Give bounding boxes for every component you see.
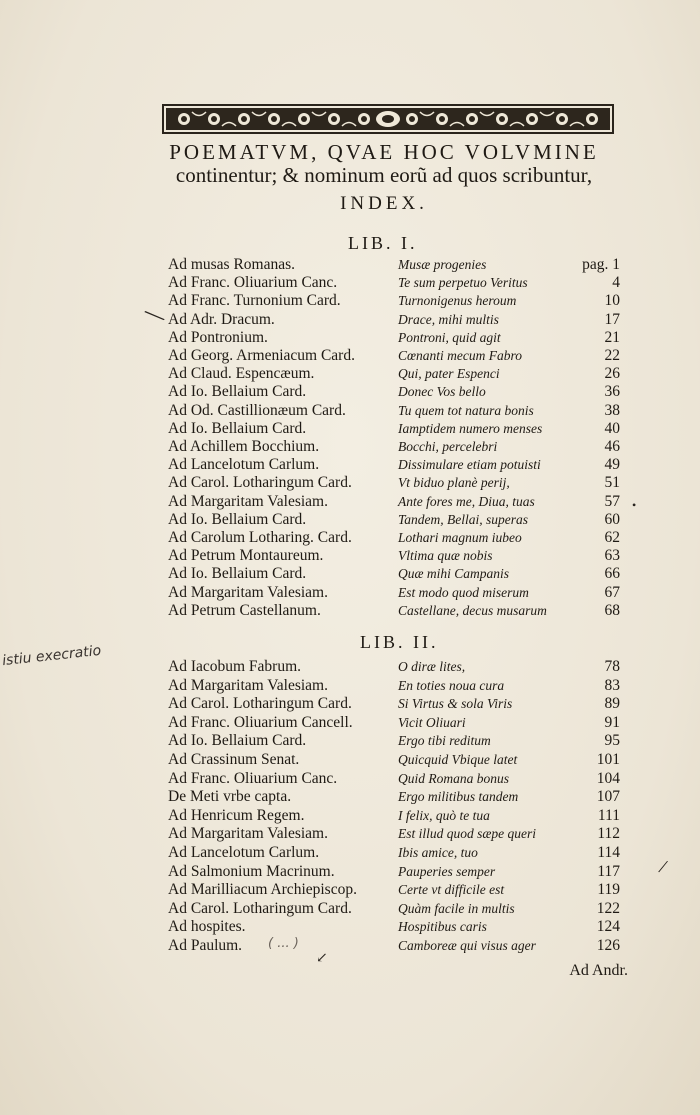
- addressee-name: Ad Margaritam Valesiam.: [168, 676, 328, 694]
- addressee-name: Ad Io. Bellaium Card.: [168, 510, 307, 528]
- index-entry: [0, 788, 700, 806]
- index-entry: [0, 383, 700, 401]
- poem-incipit: Lothari magnum iubeo: [398, 530, 522, 545]
- poem-incipit: Dissimulare etiam potuisti: [398, 457, 541, 473]
- ink-stroke: ↙: [316, 951, 328, 966]
- index-entry: [0, 565, 700, 583]
- poem-incipit: Ergo tibi reditum: [398, 733, 491, 749]
- index-entry: [0, 825, 700, 843]
- page-number: 60: [604, 510, 620, 528]
- index-entry: [0, 677, 700, 695]
- index-entry: [0, 732, 700, 750]
- page-number: 122: [596, 899, 620, 917]
- index-entry: [0, 274, 700, 292]
- poem-incipit: Drace, mihi multis: [398, 311, 499, 327]
- index-heading: INDEX.: [340, 193, 428, 214]
- poem-incipit: Pauperies semper: [398, 863, 496, 879]
- page-number: 26: [604, 365, 620, 383]
- addressee-name: Ad Franc. Oliuarium Cancell.: [168, 713, 353, 731]
- addressee-name: Ad Petrum Castellanum.: [168, 601, 321, 619]
- addressee-name: Ad Salmonium Macrinum.: [168, 862, 335, 880]
- book-2-heading: LIB. II.: [360, 632, 439, 652]
- index-entry: [0, 807, 700, 825]
- poem-incipit: Quid Romana bonus: [398, 770, 509, 786]
- poem-incipit: Ibis amice, tuo: [398, 845, 478, 860]
- poem-incipit: Est illud quod sæpe queri: [398, 826, 536, 842]
- page-number: 117: [597, 862, 620, 880]
- page-number: 124: [596, 918, 620, 936]
- poem-incipit: Castellane, decus musarum: [398, 602, 547, 618]
- poem-incipit: Est modo quod miserum: [398, 584, 529, 600]
- page-number: 40: [604, 419, 620, 437]
- poem-incipit: Quàm facile in multis: [398, 900, 515, 916]
- addressee-name: Ad Carol. Lotharingum Card.: [168, 474, 352, 492]
- page-number: 62: [604, 529, 620, 546]
- page-number: 114: [597, 844, 620, 861]
- addressee-name: Ad Paulum.: [168, 937, 243, 954]
- page-number: 104: [596, 769, 620, 787]
- poem-incipit: O diræ lites,: [398, 659, 466, 674]
- addressee-name: Ad Petrum Montaureum.: [168, 547, 324, 565]
- index-entry: [0, 900, 700, 918]
- page-number: 22: [604, 347, 620, 364]
- page-number: 91: [604, 713, 620, 731]
- index-entry: [0, 347, 700, 365]
- handwritten-margin-note: istiu execratio: [1, 642, 102, 670]
- page-number: 107: [596, 788, 620, 806]
- page-number: 38: [604, 401, 620, 419]
- index-entry: [0, 311, 700, 329]
- index-entry: [0, 770, 700, 788]
- page-number: 49: [604, 456, 620, 474]
- addressee-name: Ad Adr. Dracum.: [168, 310, 275, 328]
- index-entry: [0, 329, 700, 347]
- index-entry: [0, 584, 700, 602]
- poem-incipit: Musæ progenies: [398, 257, 487, 272]
- addressee-name: Ad Carol. Lotharingum Card.: [168, 695, 352, 713]
- addressee-name: Ad Io. Bellaium Card.: [168, 565, 307, 583]
- poem-incipit: Qui, pater Espenci: [398, 366, 500, 382]
- addressee-name: Ad Marilliacum Archiepiscop.: [168, 881, 357, 899]
- index-entry: [0, 658, 700, 676]
- addressee-name: Ad Franc. Turnonium Card.: [168, 292, 341, 310]
- poem-incipit: Vicit Oliuari: [398, 714, 466, 730]
- page-number: 83: [604, 676, 620, 694]
- poem-incipit: Bocchi, percelebri: [398, 439, 498, 454]
- index-entry: [0, 256, 700, 274]
- addressee-name: Ad musas Romanas.: [168, 256, 296, 273]
- poem-incipit: Vt biduo planè perij,: [398, 475, 510, 491]
- poem-incipit: Donec Vos bello: [398, 384, 486, 400]
- index-entry: [0, 511, 700, 529]
- addressee-name: Ad Lancelotum Carlum.: [168, 844, 320, 861]
- addressee-name: Ad Margaritam Valesiam.: [168, 583, 328, 601]
- addressee-name: Ad Lancelotum Carlum.: [168, 456, 320, 474]
- page-number: 89: [604, 695, 620, 713]
- index-entry: [0, 402, 700, 420]
- index-entry: [0, 695, 700, 713]
- poem-incipit: Ante fores me, Diua, tuas: [398, 493, 535, 509]
- index-entry: [0, 844, 700, 862]
- page-number: 67: [604, 583, 620, 601]
- page-number: 112: [597, 825, 620, 843]
- index-entry: [0, 438, 700, 456]
- poem-incipit: Ergo militibus tandem: [398, 789, 519, 805]
- addressee-name: Ad Iacobum Fabrum.: [168, 658, 302, 675]
- poem-incipit: Si Virtus & sola Viris: [398, 696, 513, 712]
- page-number: 95: [604, 732, 620, 750]
- index-entry: [0, 547, 700, 565]
- index-entry: [0, 493, 700, 511]
- poem-incipit: I felix, quò te tua: [398, 807, 490, 823]
- addressee-name: Ad Io. Bellaium Card.: [168, 732, 307, 750]
- addressee-name: Ad Carol. Lotharingum Card.: [168, 899, 352, 917]
- page-number: 126: [596, 937, 620, 954]
- poem-incipit: Iamptidem numero menses: [398, 420, 543, 436]
- index-entry: [0, 863, 700, 881]
- index-entry: [0, 714, 700, 732]
- index-entry: [0, 292, 700, 310]
- poem-incipit: En toties noua cura: [398, 677, 505, 693]
- addressee-name: Ad hospites.: [168, 918, 246, 936]
- poem-incipit: Pontroni, quid agit: [398, 329, 501, 345]
- poem-incipit: Te sum perpetuo Veritus: [398, 275, 528, 291]
- ink-dot: •: [632, 498, 637, 512]
- page-number: 66: [604, 565, 620, 583]
- addressee-name: Ad Henricum Regem.: [168, 806, 305, 824]
- page-number: 78: [604, 658, 620, 675]
- poem-incipit: Tu quem tot natura bonis: [398, 402, 534, 418]
- index-entry: [0, 937, 700, 955]
- poem-incipit: Vltima quæ nobis: [398, 548, 493, 564]
- page-number: 101: [596, 751, 620, 768]
- catchword: Ad Andr.: [569, 962, 628, 979]
- index-entry: [0, 365, 700, 383]
- pen-mark: ╲: [145, 306, 165, 326]
- index-entry: [0, 602, 700, 620]
- book-1-heading: LIB. I.: [348, 233, 418, 253]
- index-entry: [0, 420, 700, 438]
- page-number: 111: [597, 806, 620, 824]
- page-number: 119: [597, 881, 620, 899]
- poem-incipit: Certe vt difficile est: [398, 882, 505, 898]
- index-entry: [0, 751, 700, 769]
- page-number: 68: [604, 601, 620, 619]
- pen-stroke: /: [656, 855, 670, 879]
- ornamental-headpiece: [162, 104, 614, 134]
- addressee-name: Ad Carolum Lotharing. Card.: [168, 529, 352, 546]
- addressee-name: Ad Io. Bellaium Card.: [168, 383, 307, 401]
- addressee-name: Ad Margaritam Valesiam.: [168, 492, 328, 510]
- page-number: 57: [604, 492, 620, 510]
- page-number: 17: [604, 310, 620, 328]
- heading-line-1: POEMATVM, QVAE HOC VOLVMINE: [169, 140, 599, 164]
- poem-incipit: Turnonigenus heroum: [398, 293, 517, 309]
- index-entry: [0, 529, 700, 547]
- handwritten-scribble: ( ... ): [268, 936, 299, 951]
- poem-incipit: Cœnanti mecum Fabro: [398, 348, 522, 363]
- addressee-name: Ad Margaritam Valesiam.: [168, 825, 328, 843]
- page-number: 10: [604, 292, 620, 310]
- addressee-name: Ad Pontronium.: [168, 328, 268, 346]
- addressee-name: De Meti vrbe capta.: [168, 788, 292, 806]
- addressee-name: Ad Crassinum Senat.: [168, 751, 300, 768]
- poem-incipit: Hospitibus caris: [398, 919, 487, 935]
- heading-line-2: continentur; & nominum eorũ ad quos scribuntur,: [175, 163, 593, 187]
- index-entry: [0, 881, 700, 899]
- index-entry: [0, 918, 700, 936]
- page-number: pag. 1: [582, 256, 620, 273]
- addressee-name: Ad Od. Castillionæum Card.: [168, 401, 346, 419]
- addressee-name: Ad Franc. Oliuarium Canc.: [168, 274, 338, 292]
- page-number: 36: [604, 383, 620, 401]
- page-number: 51: [604, 474, 620, 492]
- poem-incipit: Camboreæ qui visus ager: [398, 938, 536, 953]
- addressee-name: Ad Franc. Oliuarium Canc.: [168, 769, 338, 787]
- page-number: 21: [604, 328, 620, 346]
- addressee-name: Ad Claud. Espencæum.: [168, 365, 315, 383]
- addressee-name: Ad Achillem Bocchium.: [168, 438, 320, 455]
- page-number: 4: [612, 274, 620, 292]
- page-number: 46: [604, 438, 620, 455]
- index-entry: [0, 456, 700, 474]
- page-number: 63: [604, 547, 620, 565]
- addressee-name: Ad Georg. Armeniacum Card.: [168, 347, 355, 364]
- addressee-name: Ad Io. Bellaium Card.: [168, 419, 307, 437]
- index-entry: [0, 474, 700, 492]
- poem-incipit: Tandem, Bellai, superas: [398, 511, 529, 527]
- poem-incipit: Quæ mihi Campanis: [398, 566, 510, 582]
- poem-incipit: Quicquid Vbique latet: [398, 752, 518, 767]
